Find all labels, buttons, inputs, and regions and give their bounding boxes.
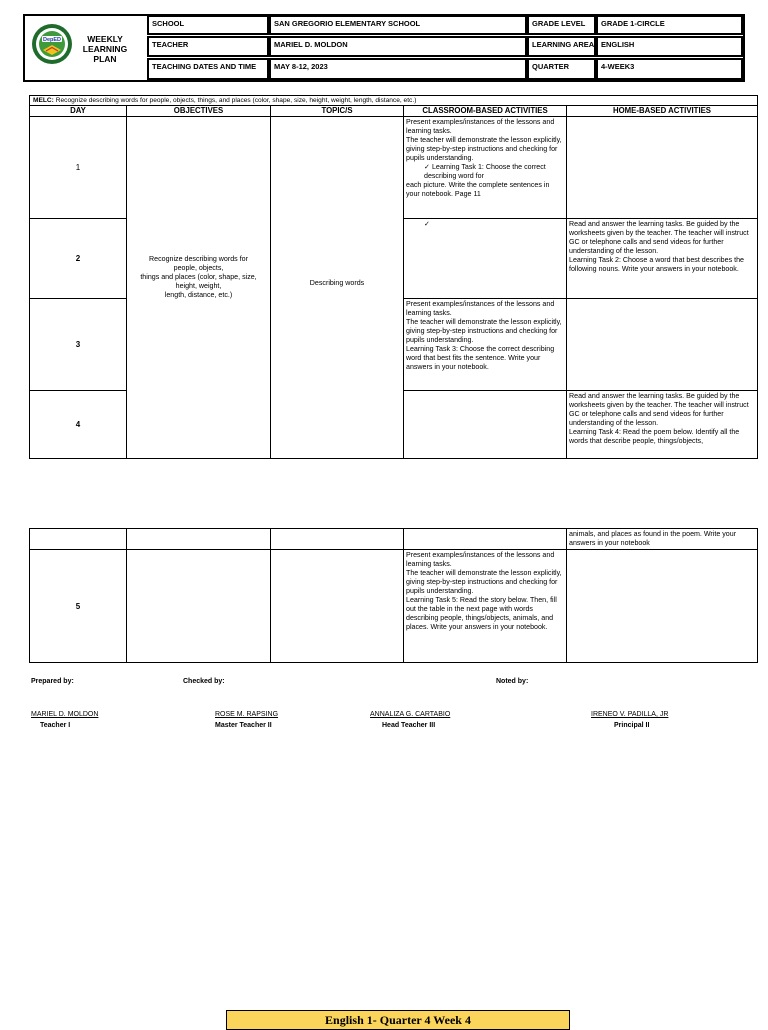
- classroom-text: The teacher will demonstrate the lesson explicitly, giving step-by-step instructions and checking for pupils understanding.: [406, 318, 562, 344]
- home-cell: [567, 117, 758, 219]
- column-header-objectives: OBJECTIVES: [127, 106, 271, 117]
- signatory-position: Teacher I: [40, 722, 71, 729]
- school-value: SAN GREGORIO ELEMENTARY SCHOOL: [269, 15, 527, 35]
- objectives-cell: [127, 117, 271, 459]
- classroom-cell: [404, 550, 567, 663]
- signatory-name: MARIEL D. MOLDON: [31, 711, 99, 718]
- melc-label: MELC:: [33, 97, 54, 104]
- plan-title-line: WEEKLY: [87, 34, 123, 44]
- classroom-text: Learning Task 5: Read the story below. Then, fill out the table in the next page with words describing people, things/objects, animals, and places. Write your answers in your notebook.: [406, 596, 557, 631]
- objective-line: length, distance, etc.): [164, 291, 233, 299]
- objective-line: Recognize describing words for: [149, 255, 248, 263]
- topic-text: Describing words: [309, 279, 365, 287]
- grade-level-label: GRADE LEVEL: [527, 15, 596, 35]
- classroom-text: Present examples/instances of the lessons and learning tasks.: [406, 300, 555, 317]
- column-header-day: DAY: [30, 106, 127, 117]
- checked-by-label: Checked by:: [183, 678, 225, 685]
- check-icon: ✓: [424, 163, 430, 171]
- signatory-position: Head Teacher III: [382, 722, 436, 729]
- melc-row: [30, 96, 758, 106]
- signatory-name: ANNALIZA G. CARTABIO: [370, 711, 451, 718]
- check-icon: ✓: [424, 220, 430, 228]
- grade-level-value: GRADE 1-CIRCLE: [596, 15, 743, 35]
- signatory-position: Principal II: [614, 722, 650, 729]
- objective-line: people, objects,: [173, 264, 224, 272]
- signatory-name: IRENEO V. PADILLA, JR: [591, 711, 669, 718]
- teaching-dates-value: MAY 8-12, 2023: [269, 58, 527, 80]
- deped-seal-icon: [31, 23, 73, 65]
- weekly-plan-table-continued: [29, 528, 758, 663]
- table-row: [30, 529, 758, 550]
- topic-cell: [271, 529, 404, 550]
- day-cell: 5: [30, 550, 127, 663]
- day-cell: [30, 529, 127, 550]
- objectives-cell: [127, 529, 271, 550]
- topic-cell: [271, 550, 404, 663]
- classroom-text: The teacher will demonstrate the lesson explicitly, giving step-by-step instructions and checking for pupils understanding.: [406, 569, 562, 595]
- learning-area-label: LEARNING AREA: [527, 36, 596, 57]
- plan-title: [74, 34, 136, 64]
- classroom-cell: [404, 299, 567, 391]
- home-cell: [567, 219, 758, 299]
- teacher-value: MARIEL D. MOLDON: [269, 36, 527, 57]
- logo-text: DepED: [42, 37, 62, 43]
- home-cell: animals, and places as found in the poem. Write your answers in your notebook: [567, 529, 758, 550]
- signatory-name: ROSE M. RAPSING: [215, 711, 279, 718]
- classroom-cell: [404, 117, 567, 219]
- classroom-cell: [404, 529, 567, 550]
- classroom-text: The teacher will demonstrate the lesson explicitly, giving step-by-step instructions and checking for pupils understanding.: [406, 136, 562, 162]
- weekly-plan-table: [29, 95, 758, 459]
- objective-line: height, weight,: [175, 282, 222, 290]
- column-header-classroom: CLASSROOM-BASED ACTIVITIES: [404, 106, 567, 117]
- prepared-by-label: Prepared by:: [31, 678, 74, 685]
- classroom-text: Learning Task 3: Choose the correct describing word that best fits the sentence. Write your answers in your notebook.: [406, 345, 555, 371]
- learning-area-value: ENGLISH: [596, 36, 743, 57]
- table-row: [30, 117, 758, 219]
- melc-text: Recognize describing words for people, objects, things, and places (color, shape, size, height, weight, length, distance, etc.): [53, 97, 417, 104]
- plan-title-line: LEARNING: [82, 44, 128, 54]
- day-cell: 3: [30, 299, 127, 391]
- table-row: [30, 550, 758, 663]
- classroom-cell: [404, 219, 567, 299]
- home-text: Read and answer the learning tasks. Be guided by the worksheets given by the teacher. The teacher will instruct GC or telephone calls and send videos for further understanding of the lesson.: [569, 392, 749, 427]
- classroom-cell: [404, 391, 567, 459]
- home-cell: [567, 299, 758, 391]
- day-cell: 1: [30, 117, 127, 219]
- home-cell: [567, 391, 758, 459]
- noted-by-label: Noted by:: [496, 678, 529, 685]
- teacher-label: TEACHER: [147, 36, 269, 57]
- next-page-banner: English 1- Quarter 4 Week 4: [226, 1010, 570, 1030]
- classroom-text: Present examples/instances of the lessons and learning tasks.: [406, 118, 555, 135]
- column-header-home: HOME-BASED ACTIVITIES: [567, 106, 758, 117]
- quarter-value: 4-WEEK3: [596, 58, 743, 80]
- home-text: Learning Task 4: Read the poem below. Identify all the words that describe people, things/objects,: [569, 428, 740, 445]
- home-text: Read and answer the learning tasks. Be guided by the worksheets given by the teacher. The teacher will instruct GC or telephone calls and send videos for further understanding of the lesson.: [569, 220, 749, 255]
- plan-title-line: PLAN: [93, 54, 117, 64]
- home-cell: [567, 550, 758, 663]
- day-cell: 2: [30, 219, 127, 299]
- teaching-dates-label: TEACHING DATES AND TIME: [147, 58, 269, 80]
- learning-task-text: [406, 163, 564, 181]
- topic-cell: [271, 117, 404, 459]
- classroom-text: Present examples/instances of the lessons and learning tasks.: [406, 551, 555, 568]
- classroom-text: each picture. Write the complete sentences in your notebook. Page 11: [406, 181, 550, 198]
- objective-line: things and places (color, shape, size,: [140, 273, 257, 281]
- quarter-label: QUARTER: [527, 58, 596, 80]
- signatory-position: Master Teacher II: [215, 722, 272, 729]
- day-cell: 4: [30, 391, 127, 459]
- school-label: SCHOOL: [147, 15, 269, 35]
- task-text: Learning Task 1: Choose the correct describing word for: [424, 163, 546, 180]
- objectives-cell: [127, 550, 271, 663]
- column-header-topics: TOPIC/S: [271, 106, 404, 117]
- home-text: Learning Task 2: Choose a word that best describes the following nouns. Write your answers in your notebook.: [569, 256, 744, 273]
